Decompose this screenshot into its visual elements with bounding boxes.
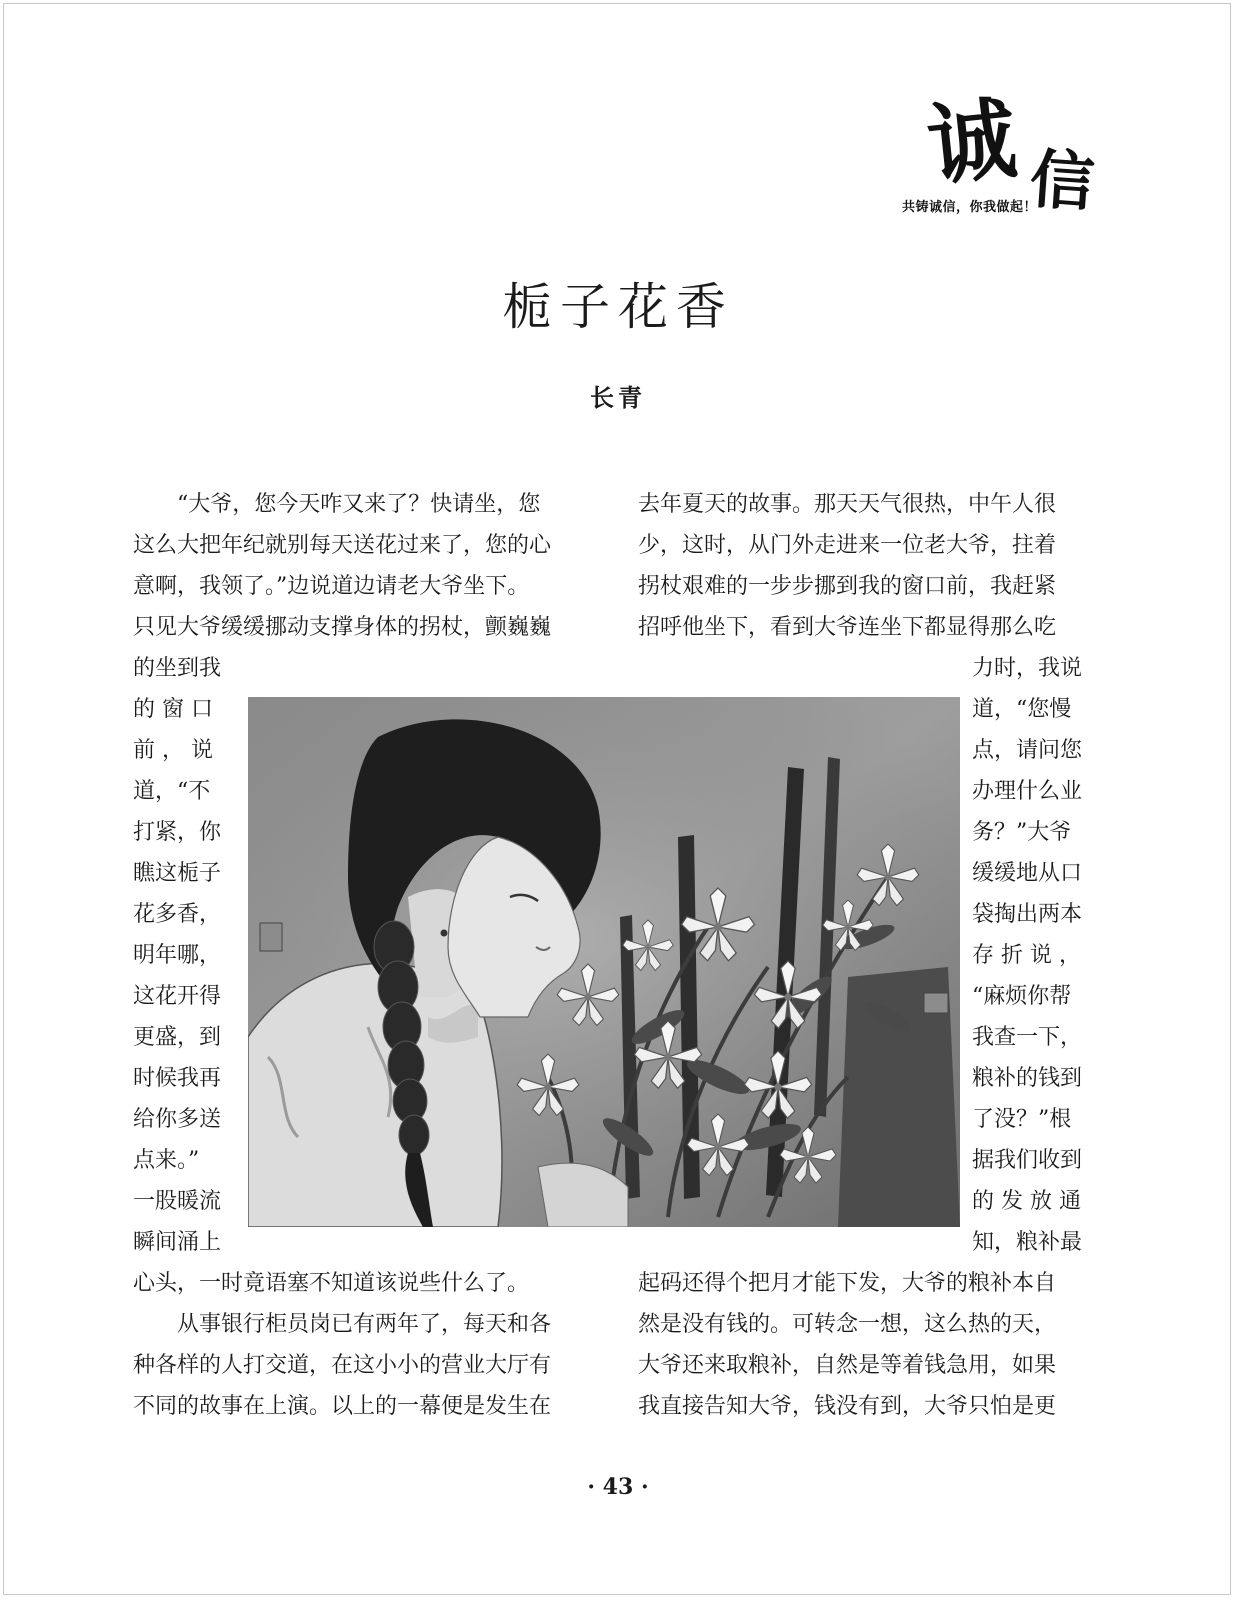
text-line: 拐杖艰难的一步步挪到我的窗口前，我赶紧	[638, 574, 1057, 599]
text-line: 力时，我说	[972, 656, 1083, 681]
text-line: 更盛，到	[133, 1025, 222, 1050]
logo-character-xin: 信	[1027, 141, 1097, 222]
text-line: 时候我再	[133, 1066, 222, 1091]
text-line: 粮补的钱到	[972, 1066, 1083, 1091]
text-line: 这么大把年纪就别每天送花过来了，您的心	[133, 533, 552, 558]
text-line: 点来。”	[133, 1148, 200, 1173]
text-line: 意啊，我领了。”边说道边请老大爷坐下。	[133, 574, 530, 599]
text-line: 种各样的人打交道，在这小小的营业大厅有	[133, 1353, 552, 1378]
text-line: 我查一下，	[972, 1025, 1083, 1050]
seal-stamp	[260, 923, 282, 951]
text-line: 办理什么业	[972, 779, 1083, 804]
text-line: 少，这时，从门外走进来一位老大爷，拄着	[638, 533, 1057, 558]
text-line: 道，“您慢	[972, 697, 1072, 722]
text-line: 存 折 说 ，	[972, 943, 1081, 968]
text-line: 瞧这栀子	[133, 861, 222, 886]
logo-slogan: 共铸诚信，你我做起！	[902, 200, 1038, 215]
text-line: 的 发 放 通	[972, 1189, 1081, 1214]
illustration-canvas	[248, 697, 960, 1227]
text-line: 只见大爷缓缓挪动支撑身体的拐杖，颤巍巍	[133, 615, 552, 640]
text-line: 袋掏出两本	[972, 902, 1083, 927]
text-line: 大爷还来取粮补，自然是等着钱急用，如果	[638, 1353, 1057, 1378]
text-line: 去年夏天的故事。那天天气很热，中午人很	[638, 492, 1057, 517]
text-line: 明年哪，	[133, 943, 222, 968]
article-title: 栀子花香	[502, 278, 734, 336]
text-line: 的坐到我	[133, 656, 222, 681]
text-line: 起码还得个把月才能下发，大爷的粮补本自	[638, 1271, 1057, 1296]
text-line: 打紧，你	[133, 820, 222, 845]
seal-stamp	[924, 993, 948, 1013]
text-line: 给你多送	[133, 1107, 222, 1132]
text-line: “大爷，您今天咋又来了？快请坐，您	[133, 492, 541, 517]
text-line: “麻烦你帮	[972, 984, 1072, 1009]
text-line: 然是没有钱的。可转念一想，这么热的天，	[638, 1312, 1057, 1337]
text-line: 缓缓地从口	[972, 861, 1083, 886]
text-line: 招呼他坐下，看到大爷连坐下都显得那么吃	[638, 615, 1057, 640]
text-line: 据我们收到	[972, 1148, 1083, 1173]
text-line: 心头，一时竟语塞不知道该说些什么了。	[133, 1271, 530, 1296]
logo-character-cheng: 诚	[922, 85, 1022, 199]
text-line: 这花开得	[133, 984, 222, 1009]
text-line: 点，请问您	[972, 738, 1083, 763]
text-line: 花多香，	[133, 902, 222, 927]
text-line: 我直接告知大爷，钱没有到，大爷只怕是更	[638, 1394, 1057, 1419]
text-line: 了没？”根	[972, 1107, 1072, 1132]
text-line: 的 窗 口	[133, 697, 213, 722]
magazine-logo	[890, 85, 1110, 228]
text-line: 从事银行柜员岗已有两年了，每天和各	[133, 1312, 552, 1337]
page-number: · 43 ·	[587, 1474, 649, 1500]
text-line: 一股暖流	[133, 1189, 222, 1214]
text-line: 前 ， 说	[133, 738, 213, 763]
text-line: 知，粮补最	[972, 1230, 1083, 1255]
gardenia-girl-illustration	[248, 697, 960, 1227]
text-line: 道，“不	[133, 779, 211, 804]
text-line: 不同的故事在上演。以上的一幕便是发生在	[133, 1394, 552, 1419]
text-line: 务？”大爷	[972, 820, 1072, 845]
article-author: 长青	[590, 383, 646, 412]
text-line: 瞬间涌上	[133, 1230, 222, 1255]
